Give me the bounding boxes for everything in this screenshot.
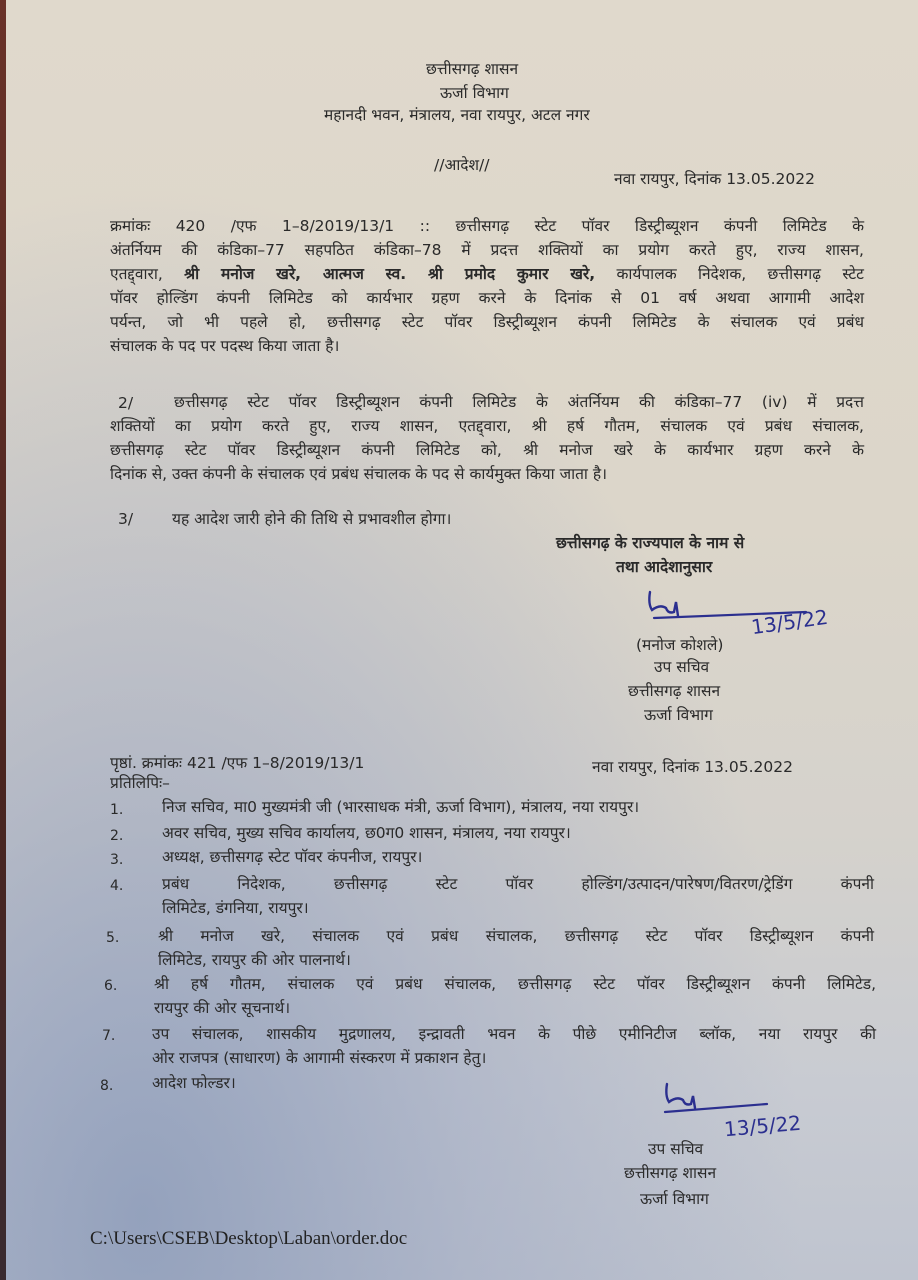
signature-1-date: 13/5/22 [749,604,830,640]
para1-line3-suffix: कार्यपालक निदेशक, छत्तीसगढ़ स्टेट [616,265,864,283]
copy-item-8-number: 8. [100,1078,114,1094]
signatory-1-org: छत्तीसगढ़ शासन [628,682,721,700]
para2-line-3: छत्तीसगढ़ स्टेट पॉवर डिस्ट्रीब्यूशन कंपनी लिमिटेड को, श्री मनोज खरे के कार्यभार ग्रहण करने के [110,441,864,459]
signatory-2-org: छत्तीसगढ़ शासन [624,1164,717,1182]
copy-item-1-number: 1. [110,802,124,818]
copy-item-6-line-1: श्री हर्ष गौतम, संचालक एवं प्रबंध संचालक, छत्तीसगढ़ स्टेट पॉवर डिस्ट्रीब्यूशन कंपनी लिमिटेड, [154,975,876,993]
header-government: छत्तीसगढ़ शासन [426,60,519,78]
header-department: ऊर्जा विभाग [440,84,509,102]
signatory-1-dept: ऊर्जा विभाग [644,706,713,724]
copy-item-3-number: 3. [110,852,124,868]
copy-item-5-line-2: लिमिटेड, रायपुर की ओर पालनार्थ। [158,951,351,969]
header-address: महानदी भवन, मंत्रालय, नवा रायपुर, अटल नगर [324,106,590,124]
copy-item-2: अवर सचिव, मुख्य सचिव कार्यालय, छ0ग0 शासन, मंत्रालय, नया रायपुर। [162,824,571,842]
copy-item-7-line-2: ओर राजपत्र (साधारण) के आगामी संस्करण में प्रकाशन हेतु। [152,1049,487,1067]
document-page [6,0,918,1280]
copy-item-6-number: 6. [104,978,118,994]
order-paragraph-1 [110,214,864,358]
copy-item-7-number: 7. [102,1028,116,1044]
copy-item-4 [162,872,874,920]
endorsement-ref: पृष्ठां. क्रमांकः 421 /एफ 1–8/2019/13/1 [110,754,365,772]
copy-item-3: अध्यक्ष, छत्तीसगढ़ स्टेट पॉवर कंपनीज, रायपुर। [162,848,423,866]
authority-line-2: तथा आदेशानुसार [616,558,713,576]
para1-line-6: संचालक के पद पर पदस्थ किया जाता है। [110,337,340,355]
signatory-1-designation: उप सचिव [654,658,710,676]
para2-line-1: छत्तीसगढ़ स्टेट पॉवर डिस्ट्रीब्यूशन कंपनी लिमिटेड के अंतर्नियम की कंडिका–77 (iv) में प्रदत्त [174,393,864,411]
copy-item-4-line-1: प्रबंध निदेशक, छत्तीसगढ़ स्टेट पॉवर होल्डिंग/उत्पादन/पारेषण/वितरण/ट्रेडिंग कंपनी [162,875,874,893]
authority-line-1: छत्तीसगढ़ के राज्यपाल के नाम से [556,534,745,552]
para2-line-4: दिनांक से, उक्त कंपनी के संचालक एवं प्रबंध संचालक के पद से कार्यमुक्त किया जाता है। [110,465,607,483]
para2-line-2: शक्तियों का प्रयोग करते हुए, राज्य शासन, एतद्द्वारा, श्री हर्ष गौतम, संचालक एवं प्रबंध संचालक, [110,417,864,435]
copy-item-7-line-1: उप संचालक, शासकीय मुद्रणालय, इन्द्रावती भवन के पीछे एमीनिटीज ब्लॉक, नया रायपुर की [152,1025,876,1043]
copy-item-5 [158,924,874,972]
copy-item-2-number: 2. [110,828,124,844]
copy-item-5-line-1: श्री मनोज खरे, संचालक एवं प्रबंध संचालक, छत्तीसगढ़ स्टेट पॉवर डिस्ट्रीब्यूशन कंपनी [158,927,874,945]
order-paragraph-2 [110,390,864,486]
copy-label: प्रतिलिपिः– [110,774,170,792]
signatory-2-dept: ऊर्जा विभाग [640,1190,709,1208]
order-title: //आदेश// [434,156,490,174]
para1-line3-prefix: एतद्द्वारा, [110,265,163,283]
copy-item-4-number: 4. [110,878,124,894]
para1-line-5: पर्यन्त, जो भी पहले हो, छत्तीसगढ़ स्टेट पॉवर डिस्ट्रीब्यूशन कंपनी लिमिटेड के संचालक एवं प्रबंध [110,313,864,331]
para1-line-4: पॉवर होल्डिंग कंपनी लिमिटेड को कार्यभार ग्रहण करने के दिनांक से 01 वर्ष अथवा आगामी आदेश [110,289,864,307]
copy-item-7 [152,1022,876,1070]
para1-line-3 [110,262,864,286]
para3-number: 3/ [118,510,134,528]
signature-2-date: 13/5/22 [723,1110,803,1142]
copy-item-1: निज सचिव, मा0 मुख्यमंत्री जी (भारसाधक मंत्री, ऊर्जा विभाग), मंत्रालय, नया रायपुर। [162,798,640,816]
copy-item-6-line-2: रायपुर की ओर सूचनार्थ। [154,999,291,1017]
para2-number: 2/ [118,394,134,412]
para3-text: यह आदेश जारी होने की तिथि से प्रभावशील होगा। [172,510,452,528]
file-path-footer: C:\Users\CSEB\Desktop\Laban\order.doc [90,1228,408,1249]
copy-item-5-number: 5. [106,930,120,946]
copy-item-8: आदेश फोल्डर। [152,1074,236,1092]
signatory-1-name: (मनोज कोशले) [636,636,724,654]
signatory-2-designation: उप सचिव [648,1140,704,1158]
endorsement-place-date: नवा रायपुर, दिनांक 13.05.2022 [592,758,793,776]
para1-line-2: अंतर्नियम की कंडिका–77 सहपठित कंडिका–78 में प्रदत्त शक्तियों का प्रयोग करते हुए, राज्य शासन, [110,241,864,259]
copy-item-6 [154,972,876,1020]
order-place-date: नवा रायपुर, दिनांक 13.05.2022 [614,170,815,188]
copy-item-4-line-2: लिमिटेड, डंगनिया, रायपुर। [162,899,309,917]
appointee-name: श्री मनोज खरे, आत्मज स्व. श्री प्रमोद कुमार खरे, [184,265,596,283]
para1-line-1: क्रमांकः 420 /एफ 1–8/2019/13/1 :: छत्तीसगढ़ स्टेट पॉवर डिस्ट्रीब्यूशन कंपनी लिमिटेड के [110,217,864,235]
